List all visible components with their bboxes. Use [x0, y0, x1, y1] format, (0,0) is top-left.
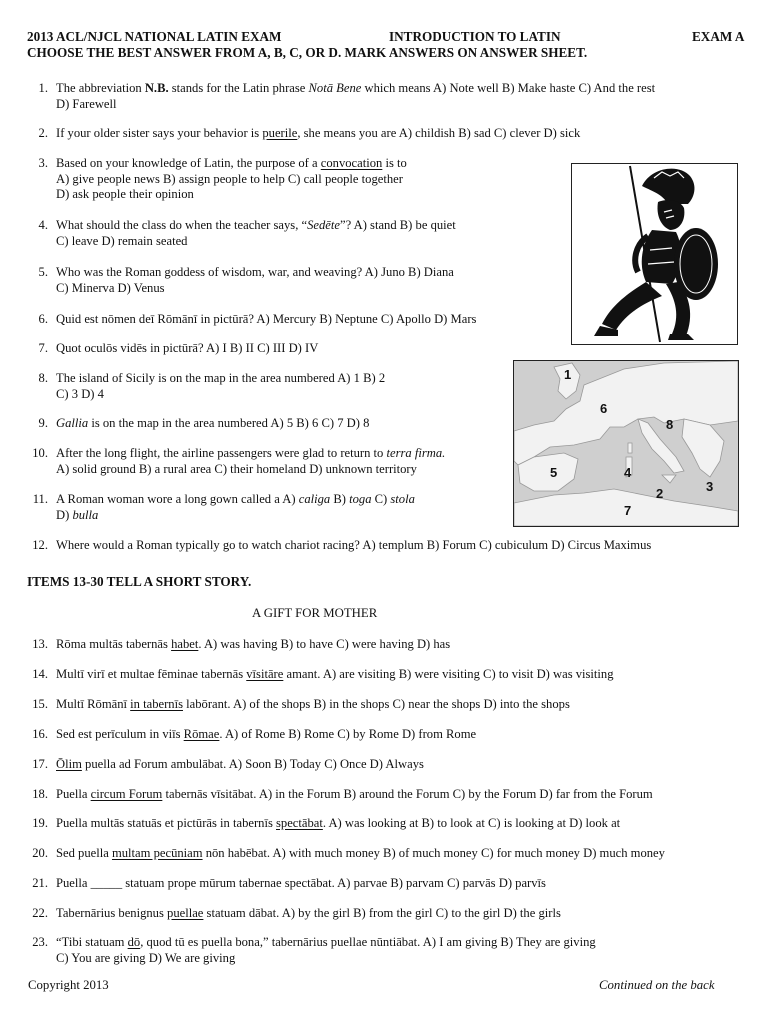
- question-text: Multī Rōmānī in tabernīs labōrant. A) of the shops B) in the shops C) near the shops D) into the shops: [56, 697, 570, 711]
- question-number: 16.: [32, 727, 48, 741]
- question-number: 15.: [32, 697, 48, 711]
- story-title: A GIFT FOR MOTHER: [252, 606, 378, 620]
- copyright-footer: Copyright 2013: [28, 978, 109, 992]
- question-text: Sed est perīculum in viīs Rōmae. A) of Rome B) Rome C) by Rome D) from Rome: [56, 727, 477, 741]
- question-text: Quot oculōs vidēs in pictūrā? A) I B) II C) III D) IV: [56, 341, 319, 355]
- exam-instructions: CHOOSE THE BEST ANSWER FROM A, B, C, OR D. MARK ANSWERS ON ANSWER SHEET.: [27, 45, 588, 60]
- question-text: A Roman woman wore a long gown called a A) caliga B) toga C) stola D) bulla: [56, 492, 415, 522]
- exam-title: 2013 ACL/NJCL NATIONAL LATIN EXAM: [27, 29, 282, 44]
- question-number: 2.: [38, 126, 48, 140]
- question-text: Rōma multās tabernās habet. A) was having B) to have C) were having D) has: [56, 637, 451, 651]
- question-number: 23.: [32, 935, 48, 949]
- question-text: Quid est nōmen deī Rōmānī in pictūrā? A) Mercury B) Neptune C) Apollo D) Mars: [56, 312, 477, 326]
- question-text: Puella circum Forum tabernās vīsitābat. A) in the Forum B) around the Forum C) by the Forum D) far from the Forum: [56, 787, 653, 801]
- question-text: Puella multās statuās et pictūrās in tabernīs spectābat. A) was looking at B) to look at C) is looking at D) look at: [56, 816, 621, 830]
- map-label-3: 3: [706, 479, 714, 494]
- continued-note: Continued on the back: [599, 978, 715, 992]
- roman-god-picture: [571, 163, 738, 345]
- question-text: Based on your knowledge of Latin, the purpose of a convocation is to A) give people news B) assign people to help C) call people together D) ask people their opinion: [56, 156, 407, 201]
- question-text: Tabernārius benignus puellae statuam dābat. A) by the girl B) from the girl C) to the girl D) the girls: [56, 906, 561, 920]
- question-number: 17.: [32, 757, 48, 771]
- question-text: Multī virī et multae fēminae tabernās vīsitāre amant. A) are visiting B) were visiting C) to visit D) was visiting: [56, 667, 614, 681]
- question-number: 6.: [38, 312, 48, 326]
- question-number: 14.: [32, 667, 48, 681]
- question-text: The abbreviation N.B. stands for the Latin phrase Notā Bene which means A) Note well B) Make haste C) And the rest D) Farewell: [56, 81, 656, 111]
- exam-form: EXAM A: [692, 29, 745, 44]
- map-label-1: 1: [564, 367, 572, 382]
- question-number: 20.: [32, 846, 48, 860]
- question-text: After the long flight, the airline passengers were glad to return to terra firma. A) solid ground B) a rural area C) their homeland D) unknown territory: [56, 446, 446, 476]
- question-number: 1.: [38, 81, 48, 95]
- question-number: 13.: [32, 637, 48, 651]
- question-number: 10.: [32, 446, 48, 460]
- question-text: Who was the Roman goddess of wisdom, war, and weaving? A) Juno B) Diana C) Minerva D) Venus: [56, 265, 454, 295]
- question-text: What should the class do when the teacher says, “Sedēte”? A) stand B) be quiet C) leave D) remain seated: [56, 218, 456, 248]
- section-heading: ITEMS 13-30 TELL A SHORT STORY.: [27, 574, 252, 589]
- question-number: 3.: [38, 156, 48, 170]
- question-number: 11.: [32, 492, 48, 506]
- map-label-7: 7: [624, 503, 632, 518]
- question-text: If your older sister says your behavior is puerile, she means you are A) childish B) sad C) clever D) sick: [56, 126, 581, 140]
- question-text: Where would a Roman typically go to watch chariot racing? A) templum B) Forum C) cubiculum D) Circus Maximus: [56, 538, 652, 552]
- question-text: Puella _____ statuam prope mūrum tabernae spectābat. A) parvae B) parvam C) parvās D) parvīs: [56, 876, 546, 890]
- question-text: “Tibi statuam dō, quod tū es puella bona,” tabernārius puellae nūntiābat. A) I am giving B) They are giving C) You are giving D) We are giving: [56, 935, 596, 965]
- warrior-illustration: [572, 164, 737, 344]
- question-number: 4.: [38, 218, 48, 232]
- question-number: 7.: [38, 341, 48, 355]
- question-text: Gallia is on the map in the area numbered A) 5 B) 6 C) 7 D) 8: [56, 416, 370, 430]
- exam-level: INTRODUCTION TO LATIN: [389, 29, 561, 44]
- map-label-5: 5: [550, 465, 558, 480]
- question-number: 22.: [32, 906, 48, 920]
- question-number: 5.: [38, 265, 48, 279]
- question-number: 19.: [32, 816, 48, 830]
- question-text: The island of Sicily is on the map in the area numbered A) 1 B) 2 C) 3 D) 4: [56, 371, 386, 401]
- question-number: 21.: [32, 876, 48, 890]
- question-number: 18.: [32, 787, 48, 801]
- map-label-8: 8: [666, 417, 674, 432]
- map-label-4: 4: [624, 465, 632, 480]
- question-number: 12.: [32, 538, 48, 552]
- map-label-2: 2: [656, 486, 664, 501]
- question-text: Sed puella multam pecūniam nōn habēbat. A) with much money B) of much money C) for much money D) much money: [56, 846, 665, 860]
- question-number: 8.: [38, 371, 48, 385]
- question-text: Ōlim puella ad Forum ambulābat. A) Soon B) Today C) Once D) Always: [56, 757, 424, 771]
- question-number: 9.: [38, 416, 48, 430]
- map-label-6: 6: [600, 401, 608, 416]
- map-illustration: [514, 361, 738, 526]
- mediterranean-map: [513, 360, 739, 527]
